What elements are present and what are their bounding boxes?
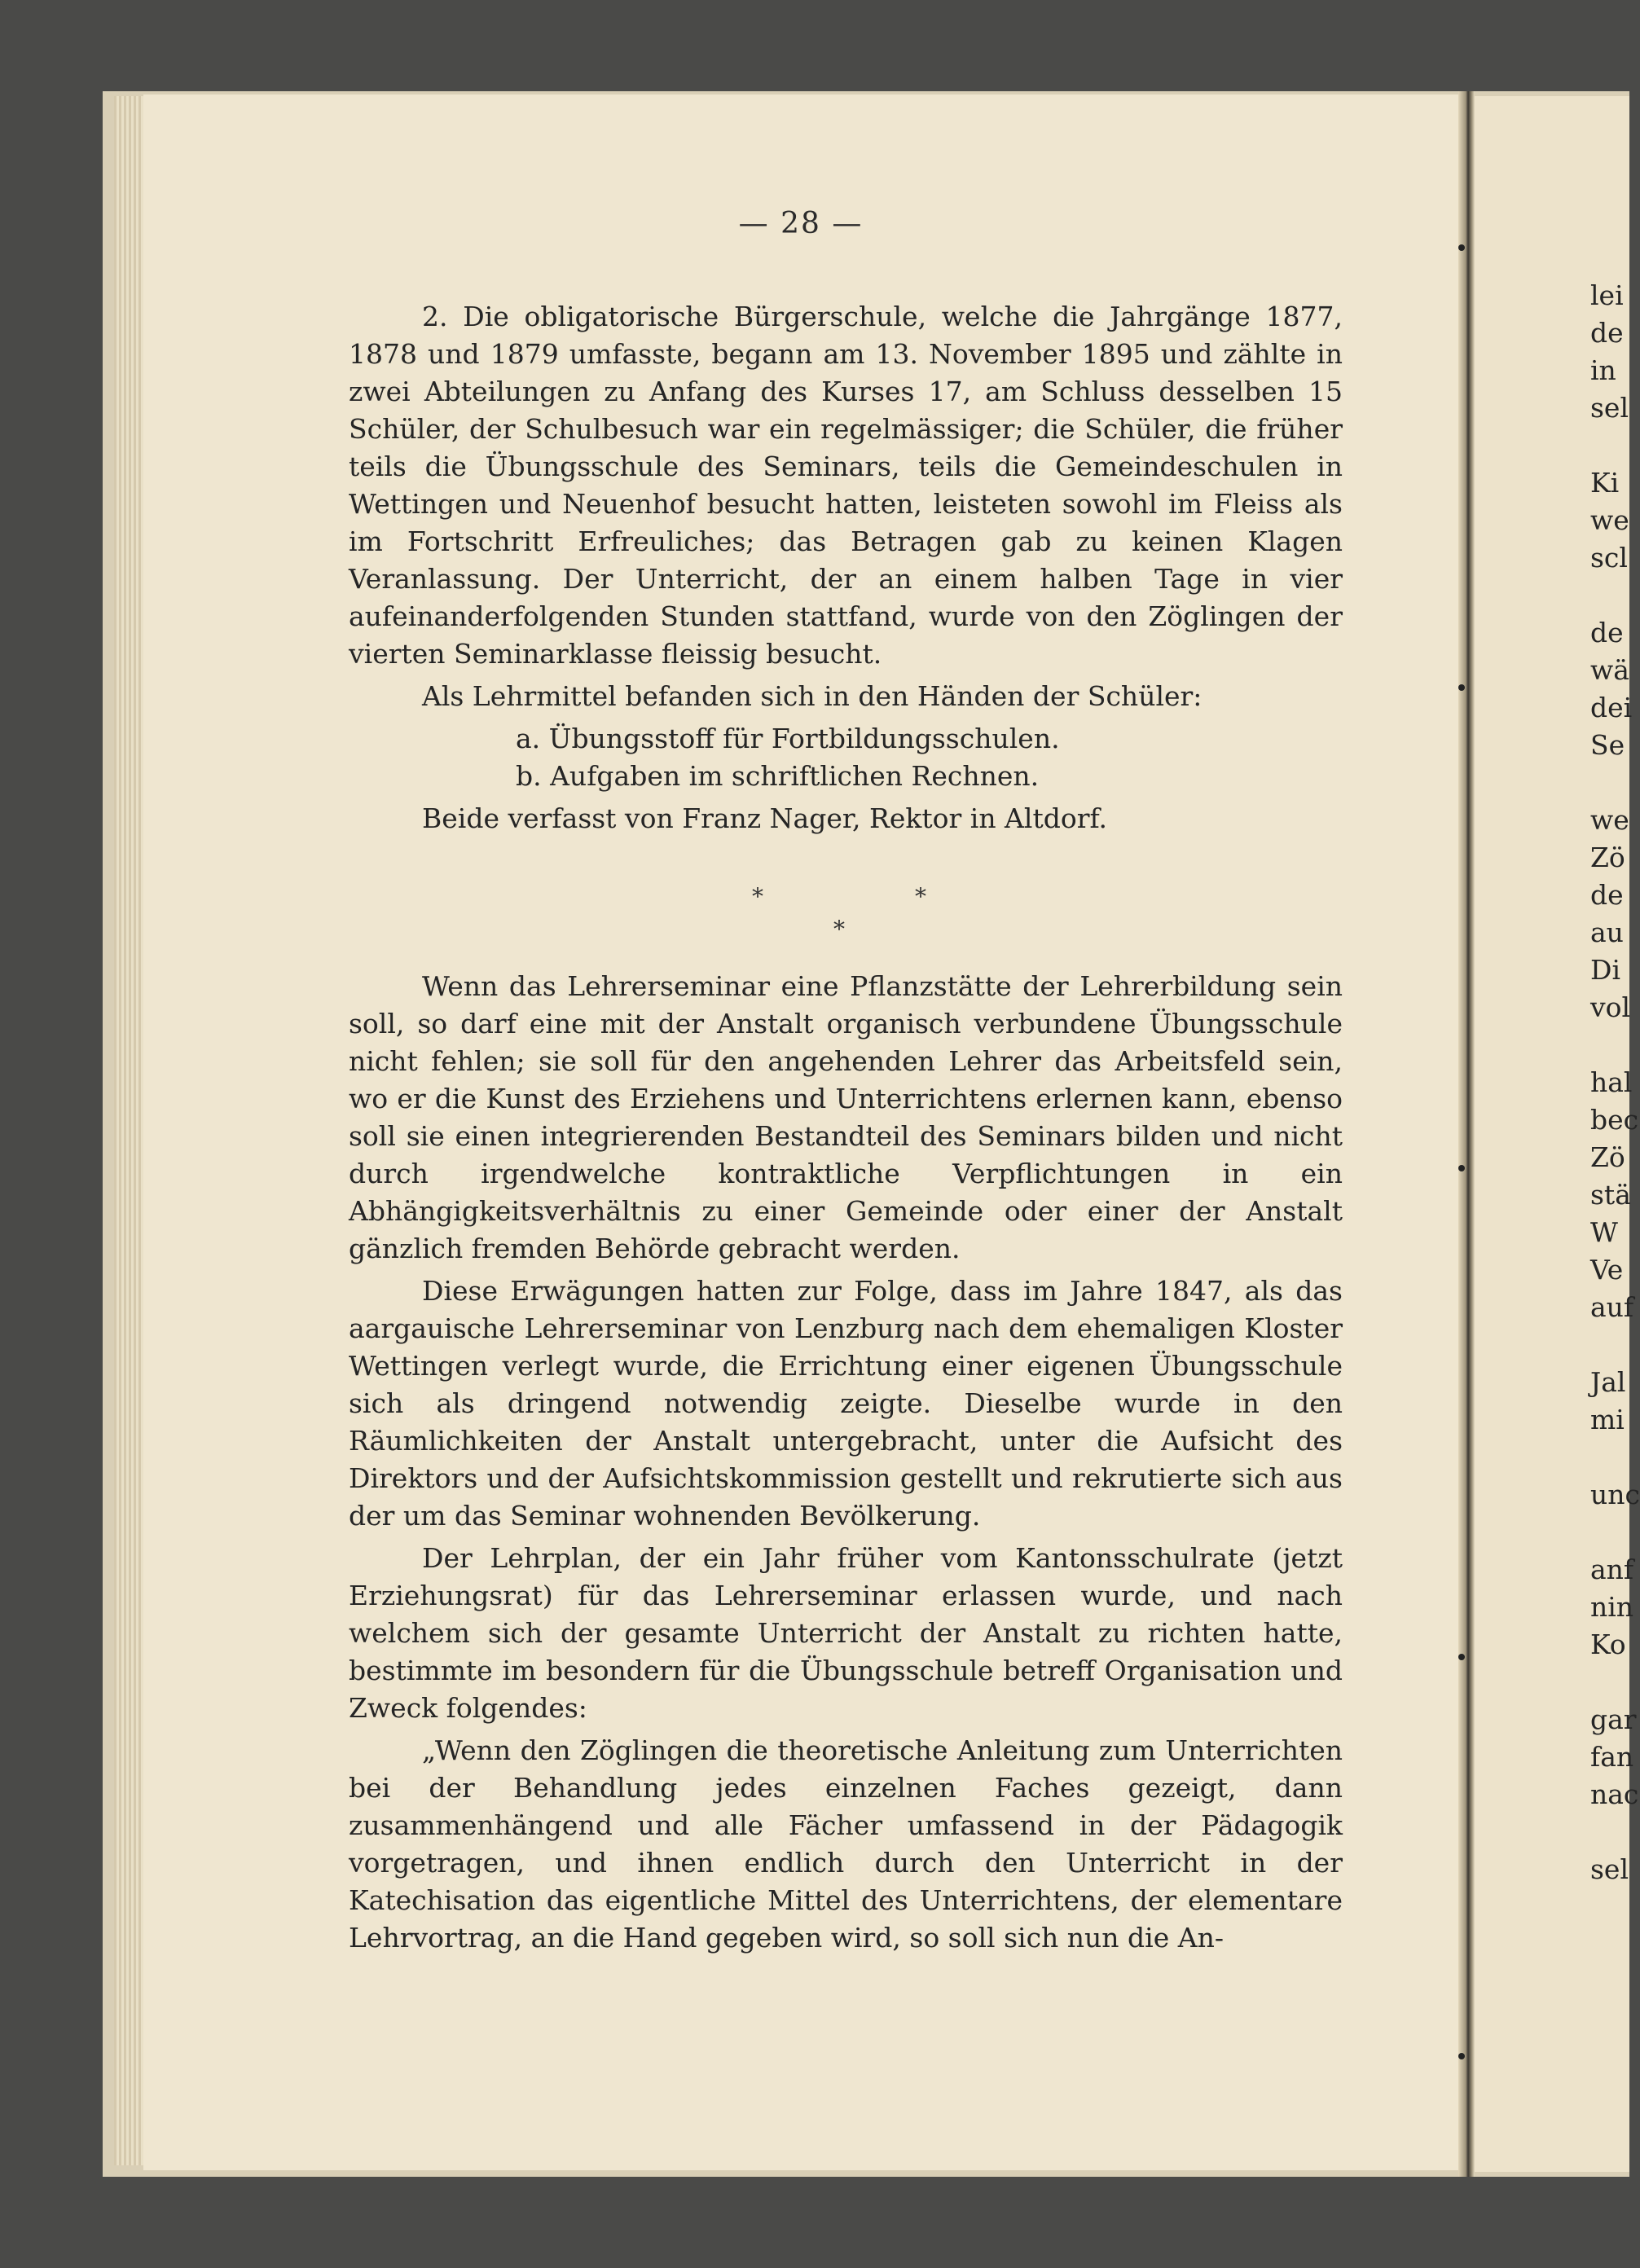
right-page-line-fragment: Di [1590, 954, 1621, 986]
right-page-line-fragment: de [1590, 617, 1624, 648]
right-page-line-fragment [1590, 427, 1629, 464]
right-page-line-fragment: fan [1590, 1741, 1634, 1773]
right-page-line-fragment: wä [1590, 654, 1629, 686]
list-item: a. Übungsstoff für Fortbildungsschulen. [516, 723, 1060, 754]
binding-stitch [1458, 684, 1465, 691]
right-page-line-fragment: scl [1590, 542, 1628, 574]
page-edges [114, 96, 147, 2165]
right-page-line-fragment: in [1590, 354, 1616, 386]
lehrmittel-list [349, 720, 1343, 795]
right-page-line-fragment: we [1590, 804, 1629, 836]
right-page-line-fragment [1590, 1664, 1629, 1701]
right-page-line-fragment: sel [1590, 392, 1629, 424]
paragraph-authors: Beide verfasst von Franz Nager, Rektor in Altdorf. [422, 802, 1108, 834]
page-number: — 28 — [738, 207, 864, 240]
right-page-line-fragment: Zö [1590, 1141, 1625, 1173]
right-page-line-fragment: mi [1590, 1404, 1625, 1435]
right-page-line-fragment [1590, 1813, 1629, 1851]
right-page-line-fragment: Zö [1590, 842, 1625, 873]
section-divider [349, 846, 1343, 952]
book-gutter [1458, 91, 1475, 2177]
right-page-line-fragment: au [1590, 916, 1624, 948]
right-page-line-fragment: vol [1590, 991, 1631, 1023]
right-page-line-fragment: de [1590, 879, 1624, 911]
binding-stitch [1458, 1654, 1465, 1660]
right-page-line-fragment: Jal [1590, 1366, 1626, 1398]
right-page-line-fragment [1590, 577, 1629, 614]
asterisk: * [833, 916, 845, 943]
right-page-line-fragment: auf [1590, 1291, 1634, 1323]
paragraph-buergerschule: 2. Die obligatorische Bürgerschule, welche die Jahrgänge 1877, 1878 und 1879 umfasste, begann am 13. November 1895 und zählte in zwei Abteilungen zu Anfang des Kurses 17, am Schluss desselben 15 Schüler, der Schulbesuch war ein regelmässiger; die Schüler, die früher teils die Übungsschule des Seminars, teils die Gemeindeschulen in Wettingen und Neuenhof besucht hatten, leisteten sowohl im Fleiss als im Fortschritt Erfreuliches; das Betragen gab zu keinen Klagen Veranlassung. Der Unterricht, der an einem halben Tage in vier aufeinanderfolgenden Stunden stattfand, wurde von den Zöglingen der vierten Seminarklasse fleissig besucht. [349, 301, 1343, 670]
right-page-line-fragment: nac [1590, 1778, 1639, 1810]
right-page-line-fragment: W [1590, 1216, 1618, 1248]
right-page-line-fragment: bec [1590, 1104, 1639, 1136]
page-body [349, 298, 1343, 1962]
right-page-line-fragment: sel [1590, 1853, 1629, 1885]
paragraph-lehrplan: Der Lehrplan, der ein Jahr früher vom Kantonsschulrate (jetzt Erziehungsrat) für das Lehrerseminar erlassen wurde, und nach welchem sich der gesamte Unterricht der Anstalt zu richten hatte, bestimmte im besondern für die Übungsschule betreff Organisation und Zweck folgendes: [349, 1542, 1343, 1724]
right-page-line-fragment: Ve [1590, 1254, 1624, 1286]
right-page-line-fragment: unc [1590, 1479, 1640, 1510]
paragraph-quote: „Wenn den Zöglingen die theoretische Anleitung zum Unterrichten bei der Behandlung jedes einzelnen Faches gezeigt, dann zusammenhängend und alle Fächer umfassend in der Pädagogik vorgetragen, und ihnen endlich durch den Unterricht in der Katechisation das eigentliche Mittel des Unterrichtens, der elementare Lehrvortrag, an die Hand gegeben wird, so soll sich nun die An- [349, 1734, 1343, 1954]
paragraph-lehrerseminar: Wenn das Lehrerseminar eine Pflanzstätte der Lehrerbildung sein soll, so darf eine mit der Anstalt organisch verbundene Übungsschule nicht fehlen; sie soll für den angehenden Lehrer das Arbeitsfeld sein, wo er die Kunst des Erziehens und Unterrichtens erlernen kann, ebenso soll sie einen integrierenden Bestandteil des Seminars bilden und nicht durch irgendwelche kontraktliche Verpflichtungen in ein Abhängigkeitsverhältnis zu einer Gemeinde oder einer der Anstalt gänzlich fremden Behörde gebracht werden. [349, 970, 1343, 1264]
asterisk: * [915, 883, 926, 910]
paragraph-lehrmittel-intro: Als Lehrmittel befanden sich in den Händen der Schüler: [422, 680, 1203, 712]
list-item: b. Aufgaben im schriftlichen Rechnen. [516, 760, 1040, 792]
right-page-line-fragment: anf [1590, 1554, 1634, 1585]
right-page-line-fragment: Se [1590, 729, 1625, 761]
right-page-text-fragments [1590, 277, 1640, 1888]
right-page-line-fragment [1590, 1514, 1629, 1551]
right-page-line-fragment: we [1590, 504, 1629, 536]
right-page-line-fragment: Ko [1590, 1628, 1626, 1660]
right-page-line-fragment: nin [1590, 1591, 1634, 1623]
right-page-line-fragment [1590, 764, 1629, 802]
right-page-line-fragment: de [1590, 317, 1624, 349]
binding-stitch [1458, 244, 1465, 251]
paragraph-erwaegungen: Diese Erwägungen hatten zur Folge, dass im Jahre 1847, als das aargauische Lehrerseminar von Lenzburg nach dem ehemaligen Kloster Wettingen verlegt wurde, die Errichtung einer eigenen Übungsschule sich als dringend notwendig zeigte. Dieselbe wurde in den Räumlichkeiten der Anstalt untergebracht, unter die Aufsicht des Direktors und der Aufsichtskommission gestellt und rekrutierte sich aus der um das Seminar wohnenden Bevölkerung. [349, 1275, 1343, 1532]
right-page-line-fragment: dei [1590, 692, 1633, 723]
right-page-line-fragment: hal [1590, 1066, 1633, 1098]
binding-stitch [1458, 1165, 1465, 1171]
right-page-line-fragment [1590, 1026, 1629, 1064]
right-page-line-fragment: stä [1590, 1179, 1631, 1211]
binding-stitch [1458, 2053, 1465, 2059]
right-page-line-fragment [1590, 1326, 1629, 1364]
right-page-line-fragment: Ki [1590, 467, 1620, 499]
right-page-line-fragment: lei [1590, 279, 1624, 311]
right-page-line-fragment: gar [1590, 1703, 1637, 1735]
asterisk: * [752, 883, 763, 910]
right-page-line-fragment [1590, 1439, 1629, 1476]
